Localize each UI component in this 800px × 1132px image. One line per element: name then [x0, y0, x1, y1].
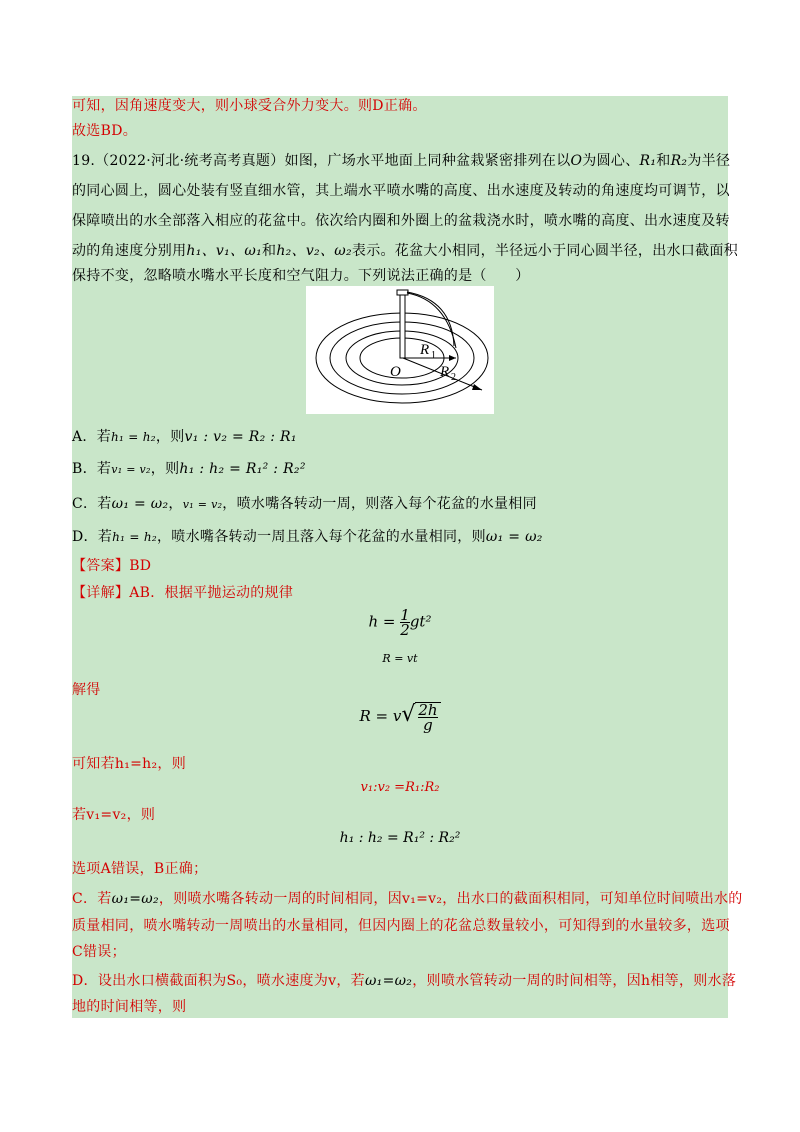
eq1-lhs: h = — [368, 612, 396, 631]
c-condition: ω₁=ω₂ — [111, 891, 159, 907]
question-line-1 — [72, 150, 730, 172]
option-c — [72, 493, 537, 516]
option-label: C．若 — [72, 496, 112, 512]
detail-intro — [72, 582, 293, 604]
question-number: 19. — [72, 153, 96, 169]
eq1-num: 1 — [400, 606, 410, 624]
option-result: ω₁ = ω₂ — [485, 529, 543, 545]
eq3-den: g — [418, 717, 437, 732]
r2-arrowhead — [472, 384, 482, 390]
option-label: D．若 — [72, 529, 113, 545]
option-condition: ω₁ = ω₂ — [111, 496, 169, 512]
d-line-2: 地的时间相等，则 — [72, 999, 187, 1015]
symbols-outer: h₂、v₂、ω₂ — [276, 243, 352, 259]
question-line-2: 的同心圆上，圆心处装有竖直细水管，其上端水平喷水嘴的高度、出水速度及转动的角速度均可调节，以 — [72, 183, 730, 199]
equation-4: v₁:v₂ =R₁:R₂ — [360, 780, 440, 795]
symbols-inner: h₁、v₁、ω₁ — [186, 243, 262, 259]
question-text: 表示。花盆大小相同，半径远小于同心圆半径，出水口截面积 — [351, 243, 739, 259]
d-line-1 — [72, 970, 736, 992]
eq1-den: 2 — [400, 621, 410, 639]
equation-1 — [72, 608, 728, 637]
answer-label: 【答案】 — [72, 558, 130, 574]
question-line-5: 保持不变，忽略喷水嘴水平长度和空气阻力。下列说法正确的是（ ） — [72, 268, 530, 284]
option-text: ，喷水嘴各转动一周，则落入每个花盆的水量相同 — [222, 496, 537, 512]
if-line-2: 若v₁=v₂，则 — [72, 807, 156, 823]
c-text: C．若 — [72, 891, 112, 907]
option-label: B．若 — [72, 461, 112, 477]
question-text: 为半径 — [687, 153, 731, 169]
option-text: ，则 — [155, 429, 185, 445]
equation-2: R = vt — [382, 652, 418, 665]
option-condition: h₁ = h₂ — [111, 430, 156, 444]
eq3-fraction — [415, 702, 440, 732]
symbol-r1: R₁ — [639, 153, 657, 169]
question-line-4 — [72, 240, 738, 262]
prev-line-2: 故选BD。 — [72, 123, 138, 139]
label-r1: R — [420, 342, 430, 358]
label-r1-sub: 1 — [431, 350, 436, 361]
option-d — [72, 526, 543, 548]
conclusion-line: 选项A错误，B正确； — [72, 861, 208, 877]
equation-5: h₁ : h₂ = R₁² : R₂² — [339, 830, 461, 846]
eq1-rhs: gt² — [409, 612, 432, 631]
sprinkler-figure — [306, 286, 494, 414]
nozzle — [397, 290, 408, 295]
question-text: 如图，广场水平地面上同种盆栽紧密排列在以 — [284, 153, 571, 169]
option-label: A．若 — [72, 429, 112, 445]
question-text: 和 — [656, 153, 671, 169]
c-text: ，则喷水嘴各转动一周的时间相同，因v₁=v₂，出水口的截面积相同，可知单位时间喷出水的 — [158, 891, 743, 907]
symbol-r2: R₂ — [670, 153, 688, 169]
option-b — [72, 458, 306, 481]
eq3-lhs: R = v — [359, 707, 402, 725]
answer-value: BD — [129, 558, 152, 574]
detail-intro-text: AB．根据平抛运动的规律 — [129, 585, 294, 601]
detail-label: 【详解】 — [72, 585, 130, 601]
c-line-1 — [72, 888, 743, 910]
sqrt-sign: √ — [401, 702, 416, 727]
c-line-3: C错误； — [72, 944, 126, 960]
question-source: （2022·河北·统考高考真题） — [95, 153, 285, 169]
option-a — [72, 426, 297, 448]
answer-line — [72, 555, 151, 577]
if-line-1: 可知若h₁=h₂，则 — [72, 756, 186, 772]
question-line-3: 保障喷出的水全部落入相应的花盆中。依次给内圈和外圈上的盆栽浇水时，喷水嘴的高度、出水速度及转 — [72, 213, 730, 229]
label-r2-sub: 2 — [451, 372, 456, 383]
d-text: D．设出水口横截面积为S₀，喷水速度为v，若 — [72, 973, 365, 989]
option-text: ，则 — [150, 461, 180, 477]
r1-arrowhead — [449, 355, 456, 361]
symbol-o: O — [570, 153, 583, 169]
solve-line: 解得 — [72, 682, 101, 698]
water-pipe — [400, 294, 405, 358]
label-r2: R — [440, 364, 450, 380]
d-condition: ω₁=ω₂ — [364, 973, 413, 989]
option-condition: h₁ = h₂ — [112, 530, 157, 544]
option-text: ， — [168, 496, 183, 512]
eq3-num: 2h — [418, 701, 438, 719]
eq1-fraction — [400, 608, 410, 637]
question-text: 动的角速度分别用 — [72, 243, 187, 259]
option-condition: v₁ = v₂ — [111, 463, 151, 476]
equation-3 — [72, 702, 728, 732]
label-o: O — [390, 364, 401, 380]
concentric-circles-diagram — [306, 286, 494, 414]
c-line-2: 质量相同，喷水嘴转动一周喷出的水量相同，但因内圈上的花盆总数量较小，可知得到的水量较多，选项 — [72, 918, 730, 934]
option-condition: v₁ = v₂ — [182, 498, 223, 511]
question-text: 为圆心、 — [582, 153, 640, 169]
question-text: 和 — [262, 243, 277, 259]
prev-line-1: 可知，因角速度变大，则小球受合外力变大。则D正确。 — [72, 98, 427, 114]
option-result: h₁ : h₂ = R₁² : R₂² — [179, 461, 306, 477]
d-text: ，则喷水管转动一周的时间相等，因h相等，则水落 — [412, 973, 737, 989]
option-text: ，喷水嘴各转动一周且落入每个花盆的水量相同，则 — [157, 529, 486, 545]
option-result: v₁ : v₂ = R₂ : R₁ — [184, 429, 297, 445]
